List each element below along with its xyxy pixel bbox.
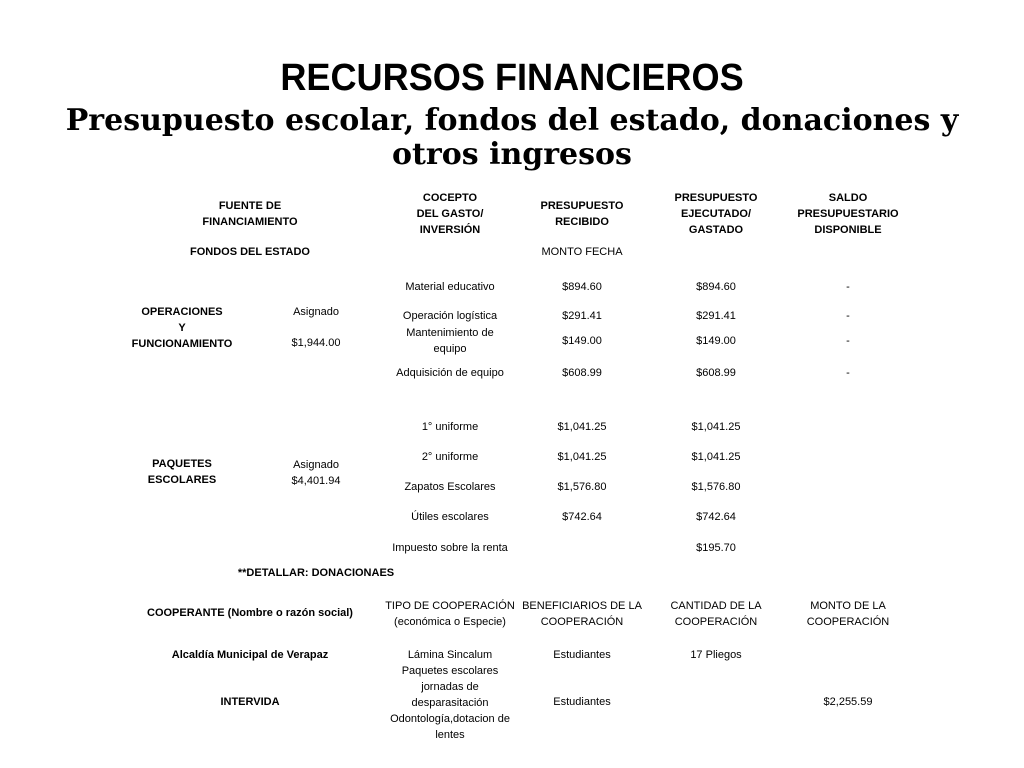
paquetes-asignado-label: Asignado: [293, 459, 339, 471]
don-header-monto-line: COOPERACIÓN: [806, 616, 890, 628]
header-fuente: [180, 198, 320, 230]
pq-row-concepto: Zapatos Escolares: [404, 481, 496, 493]
pq-row-ejecutado: $742.64: [696, 511, 736, 523]
op-row-ejecutado: $149.00: [696, 335, 736, 347]
header-saldo-line: SALDO: [828, 192, 868, 204]
op-row-ejecutado: $608.99: [696, 367, 736, 379]
header-saldo: [778, 190, 918, 238]
op-row-ejecutado: $291.41: [696, 310, 736, 322]
header-concepto-line: INVERSIÓN: [419, 224, 481, 236]
op-row-recibido: $894.60: [562, 281, 602, 293]
operaciones-label-line: Y: [178, 322, 186, 334]
op-row-ejecutado: $894.60: [696, 281, 736, 293]
pq-row-ejecutado: $1,576.80: [691, 481, 741, 493]
header-recibido-line: RECIBIDO: [555, 216, 609, 228]
don-header-cantidad-line: CANTIDAD DE LA: [670, 600, 762, 612]
header-concepto: [380, 190, 520, 238]
header-ejecutado: [646, 190, 786, 238]
don-row-monto: $2,255.59: [823, 696, 873, 708]
op-row-recibido: $608.99: [562, 367, 602, 379]
operaciones-asignado-value: $1,944.00: [291, 337, 341, 349]
donaciones-heading: **DETALLAR: DONACIONAES: [237, 567, 395, 579]
header-ejecutado-line: PRESUPUESTO: [674, 192, 758, 204]
don-header-benef-line: BENEFICIARIOS DE LA: [522, 600, 642, 612]
pq-row-ejecutado: $1,041.25: [691, 451, 741, 463]
header-fuente-line: FINANCIAMIENTO: [202, 216, 298, 228]
don-header-monto-line: MONTO DE LA: [810, 600, 886, 612]
don-header-benef-line: COOPERACIÓN: [540, 616, 624, 628]
don-header-cooperante: COOPERANTE (Nombre o razón social): [147, 607, 353, 619]
paquetes-label: [112, 456, 252, 488]
op-row-concepto: Material educativo: [405, 281, 495, 293]
paquetes-label-line: PAQUETES: [152, 458, 212, 470]
pq-row-recibido: $1,041.25: [557, 451, 607, 463]
pq-row-ejecutado: $195.70: [696, 542, 736, 554]
op-row-saldo: -: [846, 310, 850, 322]
pq-row-concepto: Impuesto sobre la renta: [392, 542, 508, 554]
op-row-concepto-line: Mantenimiento de: [406, 327, 494, 339]
pq-row-concepto: 2° uniforme: [421, 451, 479, 463]
paquetes-label-line: ESCOLARES: [147, 474, 217, 486]
paquetes-asignado-value: $4,401.94: [291, 475, 341, 487]
pq-row-ejecutado: $1,041.25: [691, 421, 741, 433]
don-header-monto: [768, 598, 928, 630]
header-saldo-line: DISPONIBLE: [814, 224, 882, 236]
pq-row-concepto: 1° uniforme: [421, 421, 479, 433]
op-row-saldo: -: [846, 367, 850, 379]
page-subtitle: Presupuesto escolar, fondos del estado, donaciones y otros ingresos: [65, 103, 959, 172]
operaciones-label: [112, 304, 252, 352]
header-saldo-line: PRESUPUESTARIO: [797, 208, 899, 220]
header-concepto-line: DEL GASTO/: [416, 208, 484, 220]
operaciones-label-line: FUNCIONAMIENTO: [131, 338, 233, 350]
pq-row-recibido: $1,576.80: [557, 481, 607, 493]
op-row-saldo: -: [846, 335, 850, 347]
op-row-recibido: $291.41: [562, 310, 602, 322]
paquetes-asignado: [266, 457, 366, 489]
page-title: RECURSOS FINANCIEROS: [280, 57, 744, 99]
header-concepto-line: COCEPTO: [422, 192, 478, 204]
header-recibido-line: PRESUPUESTO: [540, 200, 624, 212]
op-row-recibido: $149.00: [562, 335, 602, 347]
op-row-concepto: Adquisición de equipo: [396, 367, 504, 379]
header-ejecutado-line: GASTADO: [688, 224, 744, 236]
operaciones-asignado-label: Asignado: [293, 306, 339, 318]
don-row-beneficiarios: Estudiantes: [553, 649, 611, 661]
don-row-tipo: Paquetes escolares jornadas de desparasitación Odontología,dotacion de lentes: [390, 665, 510, 741]
don-header-cantidad-line: COOPERACIÓN: [674, 616, 758, 628]
don-row-beneficiarios: Estudiantes: [553, 696, 611, 708]
monto-fecha: MONTO FECHA: [541, 246, 623, 258]
pq-row-recibido: $742.64: [562, 511, 602, 523]
fondos-label: FONDOS DEL ESTADO: [190, 246, 310, 258]
don-row-cantidad: 17 Pliegos: [690, 649, 742, 661]
don-row-cooperante: INTERVIDA: [220, 696, 280, 708]
op-row-concepto-line: equipo: [433, 343, 467, 355]
op-row-concepto: Operación logística: [402, 310, 498, 322]
don-row-tipo: Lámina Sincalum: [407, 649, 493, 661]
pq-row-recibido: $1,041.25: [557, 421, 607, 433]
operaciones-label-line: OPERACIONES: [141, 306, 223, 318]
op-row-saldo: -: [846, 281, 850, 293]
header-recibido: [512, 198, 652, 230]
header-ejecutado-line: EJECUTADO/: [680, 208, 752, 220]
don-header-tipo-line: (económica o Especie): [394, 616, 506, 628]
don-header-tipo-line: TIPO DE COOPERACIÓN: [385, 600, 515, 612]
pq-row-concepto: Útiles escolares: [411, 511, 489, 523]
header-fuente-line: FUENTE DE: [218, 200, 282, 212]
don-row-cooperante: Alcaldía Municipal de Verapaz: [171, 649, 329, 661]
op-row-concepto: [380, 325, 520, 357]
